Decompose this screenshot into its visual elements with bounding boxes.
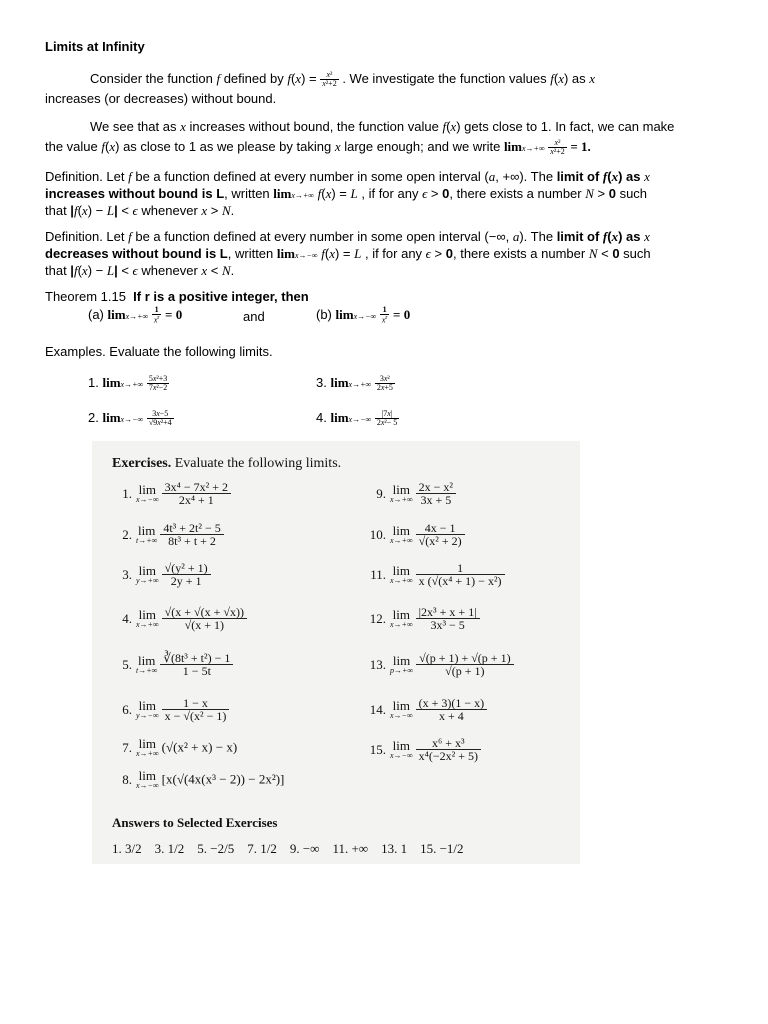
numerator: √(x + √(x + √x)) <box>164 605 244 619</box>
exercise-fraction <box>416 481 456 506</box>
limit-subscript: y→−∞ <box>136 711 159 720</box>
exercise-fraction <box>162 562 211 587</box>
exercise-number: 2. <box>122 526 132 542</box>
limit-operator <box>136 483 159 504</box>
limit-operator <box>390 483 413 504</box>
theorem-part-b: (b) limx→−∞ $\frac{1}{x^r}$ = 0 <box>316 305 411 325</box>
numerator: √(y² + 1) <box>164 561 208 575</box>
numerator: 4x − 1 <box>424 521 456 535</box>
limit-operator <box>136 769 159 790</box>
exercise-item <box>354 652 514 677</box>
exercise-item <box>354 522 465 547</box>
limit-operator <box>390 608 413 629</box>
denominator: 8t³ + t + 2 <box>160 534 223 547</box>
example-1: 1. limx→+∞ $\frac{\text{5x²+3}}{\text{7x²−2}}$ <box>88 374 168 393</box>
answer: 7. 1/2 <box>247 841 277 856</box>
limit-operator <box>390 564 413 585</box>
limit-subscript: x→+∞ <box>390 536 413 545</box>
answer: 9. −∞ <box>289 841 320 856</box>
lim-text: lim <box>138 563 156 578</box>
exercise-number: 13. <box>369 656 386 672</box>
exercise-item <box>100 606 247 631</box>
denominator: 2y + 1 <box>162 574 211 587</box>
numerator: 2x − x² <box>418 480 454 494</box>
limit-operator <box>390 699 413 720</box>
page-title: Limits at Infinity <box>45 39 145 54</box>
exercise-number: 7. <box>122 739 132 755</box>
exercise-number: 12. <box>369 610 386 626</box>
answer: 5. −2/5 <box>197 841 235 856</box>
lim-text: lim <box>392 738 410 753</box>
limit-subscript: x→+∞ <box>390 495 413 504</box>
exercise-item <box>100 769 284 790</box>
answer: 11. +∞ <box>332 841 369 856</box>
definition-1-line-3: that |f(x) − L| < ϵ whenever x > N. <box>45 203 235 218</box>
numerator: x⁶ + x³ <box>432 736 465 750</box>
lim-text: lim <box>138 607 156 622</box>
definition-2-line-3: that |f(x) − L| < ϵ whenever x < N. <box>45 263 235 278</box>
exercises-heading: Exercises. Evaluate the following limits. <box>112 456 342 471</box>
lim-text: lim <box>392 653 411 668</box>
exercise-fraction <box>160 652 233 677</box>
limit-subscript: p→+∞ <box>390 666 414 675</box>
limit-operator <box>136 564 159 585</box>
exercise-item <box>100 562 211 587</box>
denominator: √(p + 1) <box>416 664 513 677</box>
exercise-item <box>100 522 224 547</box>
denominator: √(x + 1) <box>162 618 247 631</box>
definition-2-line-2: decreases without bound is L, written limx→−∞ f(x) = L , if for any ϵ > 0, there exists a number N < 0 such <box>45 246 651 261</box>
limit-operator <box>136 737 159 758</box>
limit-subscript: t→+∞ <box>136 536 158 545</box>
numerator: 1 <box>457 561 464 575</box>
lim-text: lim <box>392 698 410 713</box>
denominator: 3x + 5 <box>416 493 456 506</box>
lim-text: lim <box>137 523 156 538</box>
exercise-item <box>100 481 231 506</box>
exercise-number: 9. <box>376 485 386 501</box>
lim-text: lim <box>138 768 156 783</box>
denominator: x − √(x² − 1) <box>162 709 230 722</box>
exercise-number: 1. <box>122 485 132 501</box>
exercise-item <box>100 697 229 722</box>
exercise-number: 4. <box>122 610 132 626</box>
limit-operator <box>136 699 159 720</box>
definition-1-line-1: Definition. Let f be a function defined at every number in some open interval (a, +∞). The limit of f(x) as x <box>45 169 650 184</box>
numerator: √(p + 1) + √(p + 1) <box>419 651 511 665</box>
limit-operator <box>136 608 159 629</box>
answer: 15. −1/2 <box>420 841 464 856</box>
limit-subscript: x→+∞ <box>136 620 159 629</box>
numerator: 4t³ + 2t² − 5 <box>163 521 221 535</box>
denominator: 2x⁴ + 1 <box>162 493 231 506</box>
limit-subscript: x→+∞ <box>390 620 413 629</box>
answers-heading: Answers to Selected Exercises <box>112 815 278 830</box>
limit-subscript: x→−∞ <box>136 495 159 504</box>
theorem-part-a: (a) limx→+∞ $\frac{1}{x^r}$ = 0 <box>88 305 183 325</box>
exercise-fraction <box>416 737 481 762</box>
exercise-number: 8. <box>122 771 132 787</box>
exercise-fraction <box>416 562 505 587</box>
lim-text: lim <box>392 523 410 538</box>
theorem-and: and <box>243 309 265 324</box>
exercise-fraction <box>416 652 513 677</box>
exercise-fraction <box>416 522 465 547</box>
exercise-number: 14. <box>369 701 386 717</box>
limit-subscript: x→−∞ <box>136 781 159 790</box>
exercise-expression: (√(x² + x) − x) <box>161 739 238 755</box>
denominator: x + 4 <box>416 709 488 722</box>
exercise-item <box>354 481 456 506</box>
exercise-fraction <box>162 697 230 722</box>
exercise-number: 15. <box>369 741 386 757</box>
lim-text: lim <box>392 563 410 578</box>
example-3: 3. limx→+∞ $\frac{\text{3x²}}{2x+5}$ <box>316 374 393 393</box>
paragraph-1-line-1: Consider the function f defined by f(x) = $\frac{\text{x²}}{\text{x²+2}}$ . We investigate the function values f(x) as x <box>90 70 596 89</box>
limit-subscript: x→+∞ <box>136 749 159 758</box>
answers-list <box>112 841 464 857</box>
answer: 3. 1/2 <box>154 841 185 856</box>
limit-operator <box>136 654 157 675</box>
exercise-number: 11. <box>370 566 386 582</box>
paragraph-2-line-2: the value f(x) as close to 1 as we please by taking x large enough; and we write limx→+∞ $\frac{\text{x²}}{\text{x²+2}}$ = 1. <box>45 138 591 157</box>
lim-text: lim <box>138 482 156 497</box>
denominator: x⁴(−2x² + 5) <box>416 749 481 762</box>
exercise-fraction <box>162 481 231 506</box>
exercise-expression: [x(√(4x(x³ − 2)) − 2x²)] <box>161 771 285 787</box>
exercise-fraction <box>162 606 247 631</box>
answer: 1. 3/2 <box>112 841 142 856</box>
numerator: ∛(8t³ + t²) − 1 <box>163 651 231 665</box>
scanned-exercises-image <box>92 441 580 864</box>
lim-text: lim <box>392 482 410 497</box>
lim-text: lim <box>392 607 410 622</box>
denominator: 1 − 5t <box>160 664 233 677</box>
paragraph-2-line-1: We see that as x increases without bound, the function value f(x) gets close to 1. In fact, we can make <box>90 119 675 134</box>
denominator: 3x³ − 5 <box>416 618 480 631</box>
answer: 13. 1 <box>381 841 408 856</box>
exercise-item <box>354 606 480 631</box>
examples-heading: Examples. Evaluate the following limits. <box>45 344 273 359</box>
exercise-item <box>354 697 487 722</box>
limit-subscript: t→+∞ <box>136 666 158 675</box>
limit-operator <box>136 524 157 545</box>
paragraph-1-line-2: increases (or decreases) without bound. <box>45 91 277 106</box>
limit-subscript: x→−∞ <box>390 751 413 760</box>
exercise-number: 3. <box>122 566 132 582</box>
example-2: 2. limx→−∞ $\frac{3x-5}{\text{√9x²+4}}$ <box>88 409 172 428</box>
lim-text: lim <box>138 698 156 713</box>
numerator: |2x³ + x + 1| <box>418 605 477 619</box>
theorem-heading: Theorem 1.15 If r is a positive integer, then <box>45 289 309 304</box>
exercise-item <box>354 737 481 762</box>
definition-2-line-1: Definition. Let f be a function defined at every number in some open interval (−∞, a). The limit of f(x) as x <box>45 229 650 244</box>
denominator: √(x² + 2) <box>416 534 465 547</box>
exercise-number: 10. <box>369 526 386 542</box>
limit-operator <box>390 654 413 675</box>
denominator: x (√(x⁴ + 1) − x²) <box>416 574 505 587</box>
numerator: 3x⁴ − 7x² + 2 <box>164 480 228 494</box>
exercise-number: 6. <box>122 701 132 717</box>
example-4: 4. limx→−∞ $\frac{|7x|}{\text{2x²− 5}}$ <box>316 409 398 428</box>
exercise-item <box>354 562 505 587</box>
limit-subscript: x→−∞ <box>390 711 413 720</box>
numerator: (x + 3)(1 − x) <box>418 696 485 710</box>
exercise-fraction <box>416 606 480 631</box>
lim-text: lim <box>137 653 156 668</box>
limit-subscript: x→+∞ <box>390 576 413 585</box>
exercise-item <box>100 652 233 677</box>
limit-operator <box>390 524 413 545</box>
exercise-item <box>100 737 237 758</box>
numerator: 1 − x <box>183 696 208 710</box>
limit-operator <box>390 739 413 760</box>
exercise-fraction <box>160 522 223 547</box>
limit-subscript: y→+∞ <box>136 576 159 585</box>
exercise-fraction <box>416 697 488 722</box>
definition-1-line-2: increases without bound is L, written limx→+∞ f(x) = L , if for any ϵ > 0, there exists a number N > 0 such <box>45 186 648 201</box>
exercise-number: 5. <box>122 656 132 672</box>
lim-text: lim <box>138 736 156 751</box>
